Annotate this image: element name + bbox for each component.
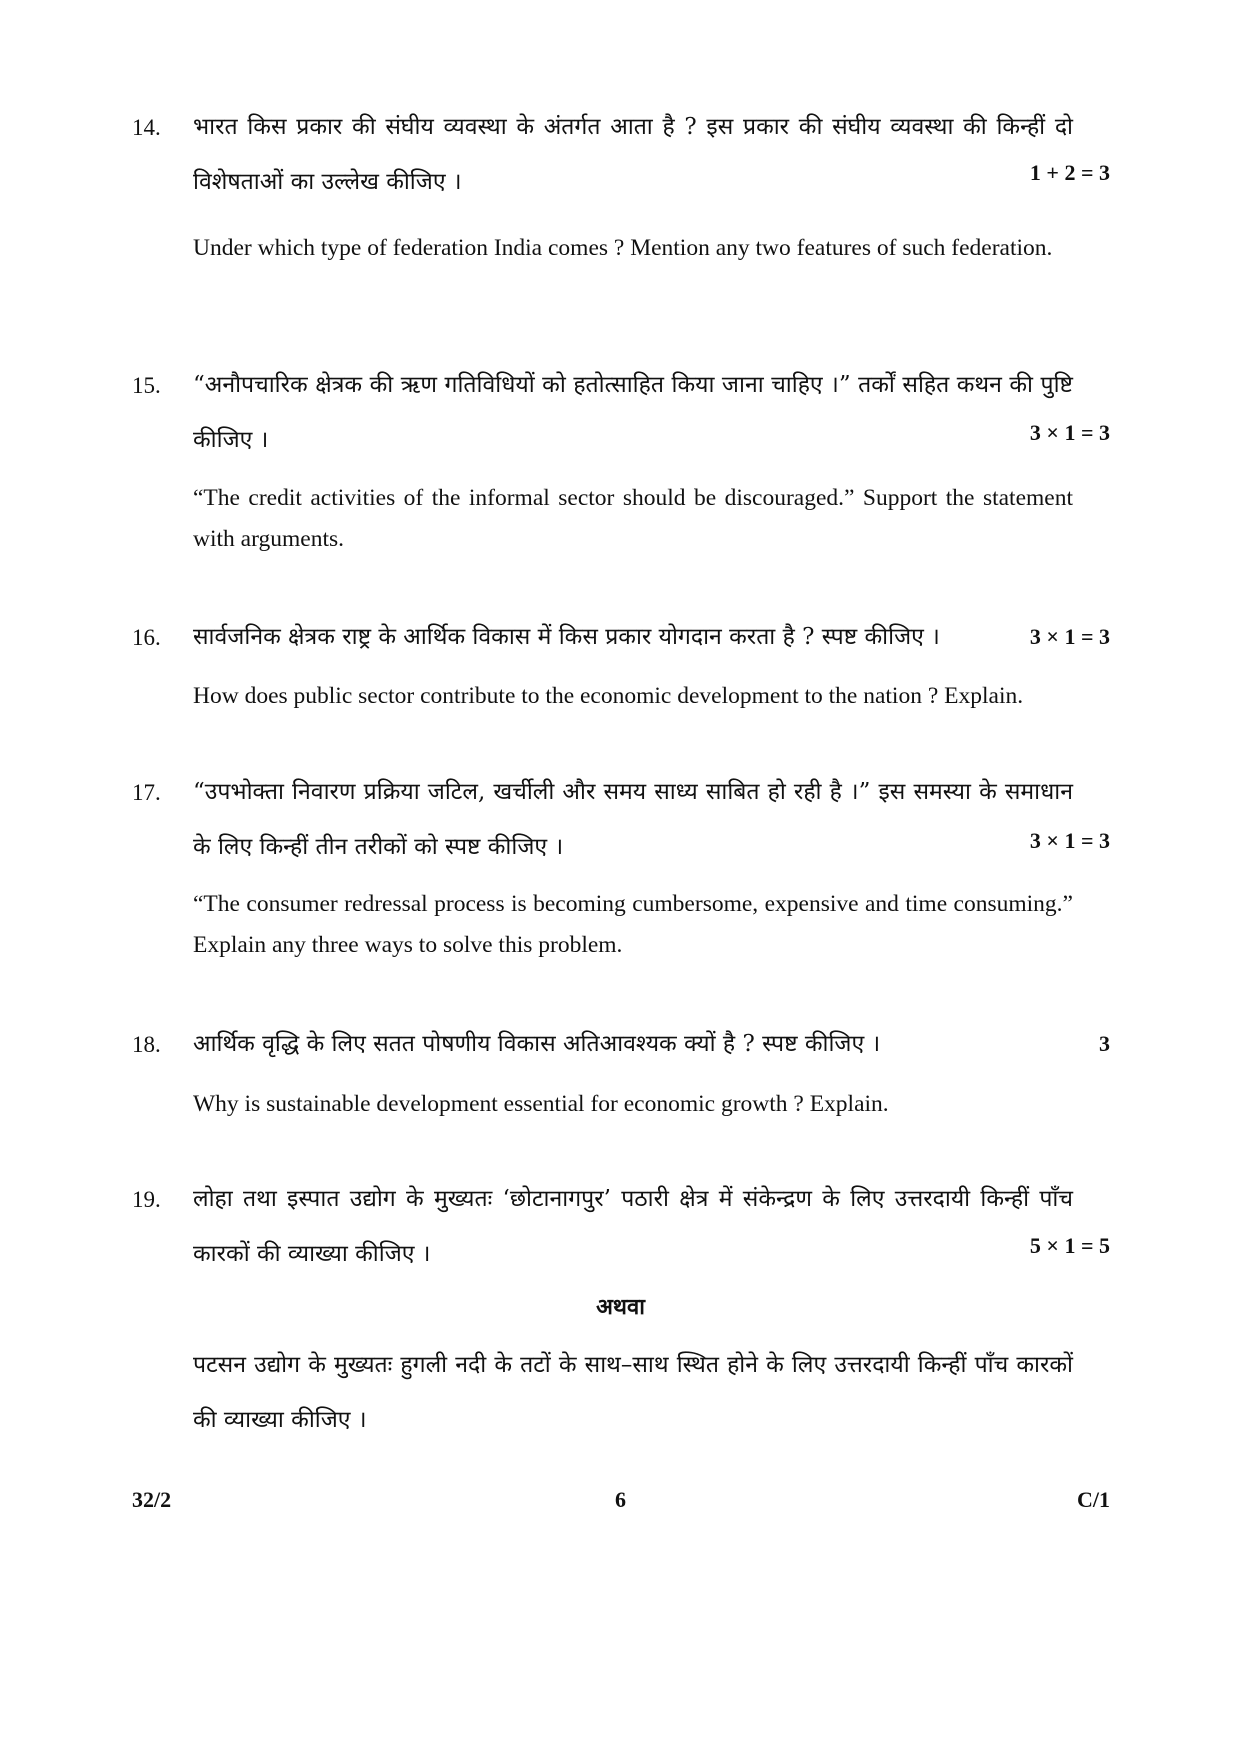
question-number: 15. xyxy=(132,373,161,398)
question-number: 16. xyxy=(132,625,161,650)
marks: 3 × 1 = 3 xyxy=(1029,828,1110,853)
paper-code: 32/2 xyxy=(132,1487,172,1512)
question-number: 17. xyxy=(132,780,161,805)
question-english: How does public sector contribute to the economic development to the nation ? Explain. xyxy=(193,683,1024,709)
marks: 1 + 2 = 3 xyxy=(1029,160,1110,185)
question-hindi: सार्वजनिक क्षेत्रक राष्ट्र के आर्थिक विकास में किस प्रकार योगदान करता है ? स्पष्ट कीजिए । xyxy=(193,624,940,650)
question-number: 18. xyxy=(132,1032,161,1057)
question-hindi: लोहा तथा इस्पात उद्योग के मुख्यतः ‘छोटानागपुर’ पठारी क्षेत्र में संकेन्द्रण के लिए उत्तरदायी किन्हीं पाँच कारकों की व्याख्या कीजिए । xyxy=(193,1186,1073,1267)
or-label: अथवा xyxy=(596,1294,645,1320)
marks: 3 xyxy=(1099,1031,1110,1056)
question-hindi: “उपभोक्ता निवारण प्रक्रिया जटिल, खर्चीली और समय साध्य साबित हो रही है ।” इस समस्या के समाधान के लिए किन्हीं तीन तरीकों को स्पष्ट कीजिए । xyxy=(193,779,1073,860)
question-hindi: भारत किस प्रकार की संघीय व्यवस्था के अंतर्गत आता है ? इस प्रकार की संघीय व्यवस्था की किन्हीं दो विशेषताओं का उल्लेख कीजिए । xyxy=(193,114,1073,195)
question-number: 14. xyxy=(132,115,161,140)
question-english: “The credit activities of the informal sector should be discouraged.” Support the statement with arguments. xyxy=(193,485,1073,552)
question-english: Under which type of federation India comes ? Mention any two features of such federation. xyxy=(193,235,1053,261)
question-hindi: आर्थिक वृद्धि के लिए सतत पोषणीय विकास अतिआवश्यक क्यों है ? स्पष्ट कीजिए । xyxy=(193,1031,881,1057)
question-hindi: “अनौपचारिक क्षेत्रक की ऋण गतिविधियों को हतोत्साहित किया जाना चाहिए ।” तर्कों सहित कथन की पुष्टि कीजिए । xyxy=(193,372,1073,453)
marks: 5 × 1 = 5 xyxy=(1029,1233,1110,1258)
question-english: “The consumer redressal process is becoming cumbersome, expensive and time consuming.” Explain any three ways to solve this problem. xyxy=(193,891,1073,958)
page-number: 6 xyxy=(615,1487,626,1512)
marks: 3 × 1 = 3 xyxy=(1029,420,1110,445)
set-code: C/1 xyxy=(1077,1487,1110,1512)
question-hindi-alternative: पटसन उद्योग के मुख्यतः हुगली नदी के तटों के साथ–साथ स्थित होने के लिए उत्तरदायी किन्हीं पाँच कारकों की व्याख्या कीजिए । xyxy=(193,1352,1073,1433)
question-english: Why is sustainable development essential for economic growth ? Explain. xyxy=(193,1091,889,1117)
marks: 3 × 1 = 3 xyxy=(1029,624,1110,649)
question-number: 19. xyxy=(132,1187,161,1212)
